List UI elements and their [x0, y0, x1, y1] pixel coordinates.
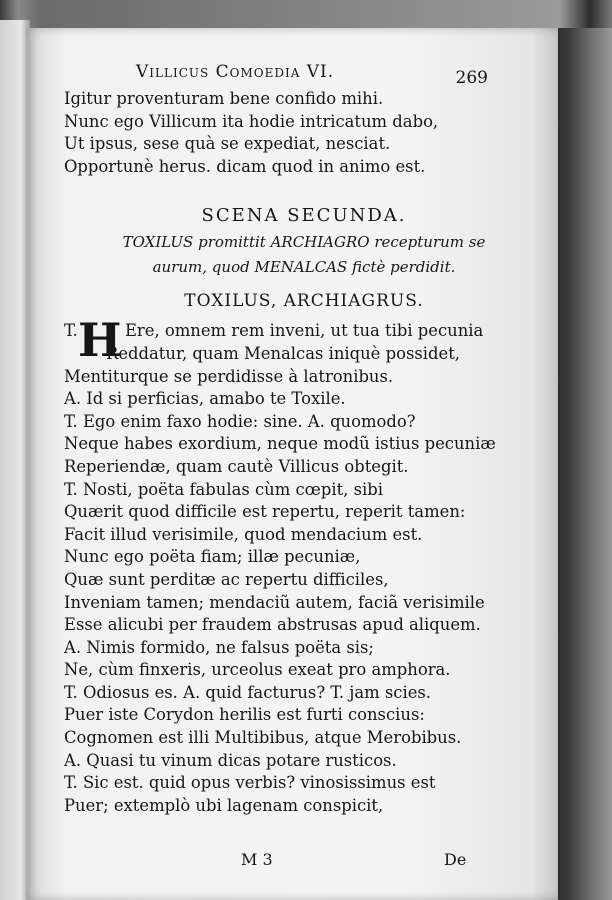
scene-title: SCENA SECUNDA.	[201, 205, 407, 227]
verse-line: Reperiendæ, quam cautè Villicus obtegit.	[64, 456, 409, 476]
verse-line: A. Id si perficias, amabo te Toxile.	[64, 389, 346, 409]
verse-line: Ut ipsus, sese quà se expediat, nesciat.	[64, 134, 391, 154]
scene-argument-line: aurum, quod MENALCAS fictè perdidit.	[152, 258, 456, 277]
verse-line: Igitur proventuram bene confido mihi.	[64, 89, 384, 108]
verse-line: Quærit quod difficile est repertu, reperit tamen:	[64, 502, 466, 522]
verse-line: A. Quasi tu vinum dicas potare rusticos.	[64, 750, 397, 770]
verse-line: Puer; extemplò ubi lagenam conspicit,	[64, 795, 384, 815]
scene-argument-line: TOXILUS promittit ARCHIAGRO recepturum se	[122, 233, 486, 252]
verse-line: Reddatur, quam Menalcas iniquè possidet,	[106, 343, 461, 363]
verse-line: Esse alicubi per fraudem abstrusas apud aliquem.	[64, 615, 481, 635]
verse-line: Nunc ego Villicum ita hodie intricatum dabo,	[64, 111, 439, 131]
running-head: Villicus Comoedia VI.	[136, 62, 335, 82]
verse-line: Puer iste Corydon herilis est furti conscius:	[64, 705, 425, 725]
verse-line: A. Nimis formido, ne falsus poëta sis;	[64, 637, 374, 657]
verse-line: T. Ego enim faxo hodie: sine. A. quomodo?	[64, 411, 416, 431]
verse-line: T. Sic est. quid opus verbis? vinosissimus est	[64, 773, 436, 793]
catchword: De	[444, 850, 467, 869]
drop-cap: H	[78, 313, 122, 368]
verse-line-text: Ere, omnem rem inveni, ut tua tibi pecunia	[124, 321, 484, 341]
verse-line: Inveniam tamen; mendaciũ autem, faciã verisimile	[64, 592, 485, 612]
speaker-label: T.	[64, 321, 78, 341]
verse-line: Quæ sunt perditæ ac repertu difficiles,	[64, 569, 389, 589]
verse-line: Ne, cùm finxeris, urceolus exeat pro amphora.	[64, 660, 451, 680]
book-page	[26, 28, 558, 900]
verse-line: Nunc ego poëta fiam; illæ pecuniæ,	[64, 547, 361, 567]
dramatis-personae: TOXILUS, ARCHIAGRUS.	[184, 291, 424, 312]
verse-line: T. Nosti, poëta fabulas cùm cœpit, sibi	[64, 479, 383, 499]
verse-line: T. Odiosus es. A. quid facturus? T. jam scies.	[64, 682, 432, 702]
verse-line: Cognomen est illi Multibibus, atque Merobibus.	[64, 728, 462, 748]
verse-line: Neque habes exordium, neque modũ istius pecuniæ	[64, 434, 496, 454]
text-block	[64, 88, 544, 817]
verse-line: Mentiturque se perdidisse à latronibus.	[64, 366, 394, 386]
page-number: 269	[455, 68, 488, 88]
verse-line: Opportunè herus. dicam quod in animo est.	[64, 156, 426, 176]
verse-line: Facit illud verisimile, quod mendacium est.	[64, 524, 423, 544]
signature-mark: M 3	[241, 850, 273, 869]
